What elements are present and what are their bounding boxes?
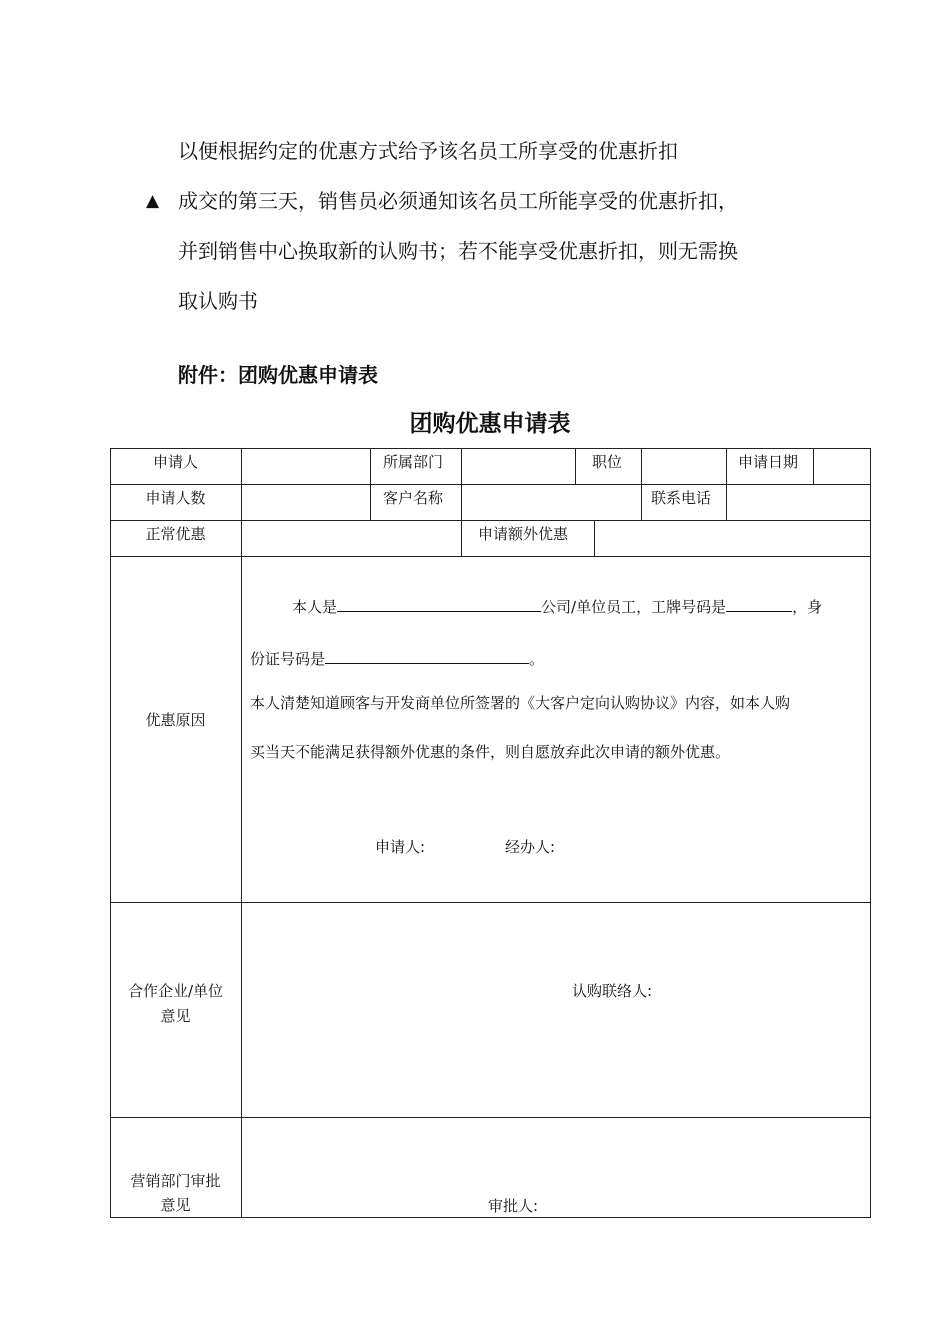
row-divider: [110, 902, 870, 903]
label-phone: 联系电话: [651, 489, 712, 507]
label-position: 职位: [592, 453, 623, 471]
label-discount-reason: 优惠原因: [145, 711, 206, 729]
body-line-2: 成交的第三天，销售员必须通知该名员工所能享受的优惠折扣，: [178, 189, 738, 213]
row-divider: [110, 484, 870, 485]
reason-line-1: [292, 596, 822, 617]
reason-text-2a: 份证号码是: [250, 650, 326, 668]
column-divider: [641, 448, 642, 520]
column-divider: [461, 520, 462, 556]
reason-text-1b: 公司/单位员工，工牌号码是: [541, 598, 727, 616]
approver: 审批人:: [488, 1197, 539, 1215]
column-divider: [241, 448, 242, 1217]
bullet-icon: ▲: [146, 191, 160, 211]
sign-applicant: 申请人:: [375, 838, 426, 856]
label-customer-name: 客户名称: [383, 489, 444, 507]
attachment-label: 附件：团购优惠申请表: [178, 363, 378, 387]
row-divider: [110, 520, 870, 521]
reason-text-2b: 。: [529, 650, 545, 668]
body-line-4: 取认购书: [178, 289, 258, 313]
badge-number-blank: [726, 596, 792, 612]
body-line-1: 以便根据约定的优惠方式给予该名员工所享受的优惠折扣: [178, 139, 678, 163]
column-divider: [726, 448, 727, 520]
reason-line-3: 本人清楚知道顾客与开发商单位所签署的《大客户定向认购协议》内容，如本人购: [250, 694, 791, 712]
reason-line-4: 买当天不能满足获得额外优惠的条件，则自愿放弃此次申请的额外优惠。: [250, 743, 731, 761]
reason-text-1c: ，身: [792, 598, 823, 616]
company-blank: [337, 596, 541, 612]
column-divider: [370, 448, 371, 484]
column-divider: [370, 484, 371, 520]
column-divider: [575, 448, 576, 484]
reason-line-2: [250, 648, 544, 669]
contact-person: 认购联络人:: [572, 982, 653, 1000]
form-border: [110, 448, 871, 1218]
column-divider: [594, 520, 595, 556]
column-divider: [461, 448, 462, 520]
label-applicant-count: 申请人数: [145, 489, 206, 507]
column-divider: [813, 448, 814, 484]
id-number-blank: [325, 648, 529, 664]
application-form: [110, 448, 870, 1217]
label-extra-discount: 申请额外优惠: [478, 525, 569, 543]
label-applicant: 申请人: [152, 453, 198, 471]
label-apply-date: 申请日期: [738, 453, 799, 471]
label-department: 所属部门: [383, 453, 444, 471]
row-divider: [110, 556, 870, 557]
sign-handler: 经办人:: [505, 838, 556, 856]
body-line-3: 并到销售中心换取新的认购书；若不能享受优惠折扣，则无需换: [178, 239, 738, 263]
reason-text-1a: 本人是: [292, 598, 338, 616]
form-title: 团购优惠申请表: [409, 410, 571, 437]
label-normal-discount: 正常优惠: [145, 525, 206, 543]
label-marketing-opinion-2: 意见: [160, 1196, 191, 1214]
label-partner-opinion-2: 意见: [160, 1007, 191, 1025]
label-marketing-opinion-1: 营销部门审批: [130, 1172, 221, 1190]
row-divider: [110, 1117, 870, 1118]
label-partner-opinion-1: 合作企业/单位: [127, 982, 224, 1000]
